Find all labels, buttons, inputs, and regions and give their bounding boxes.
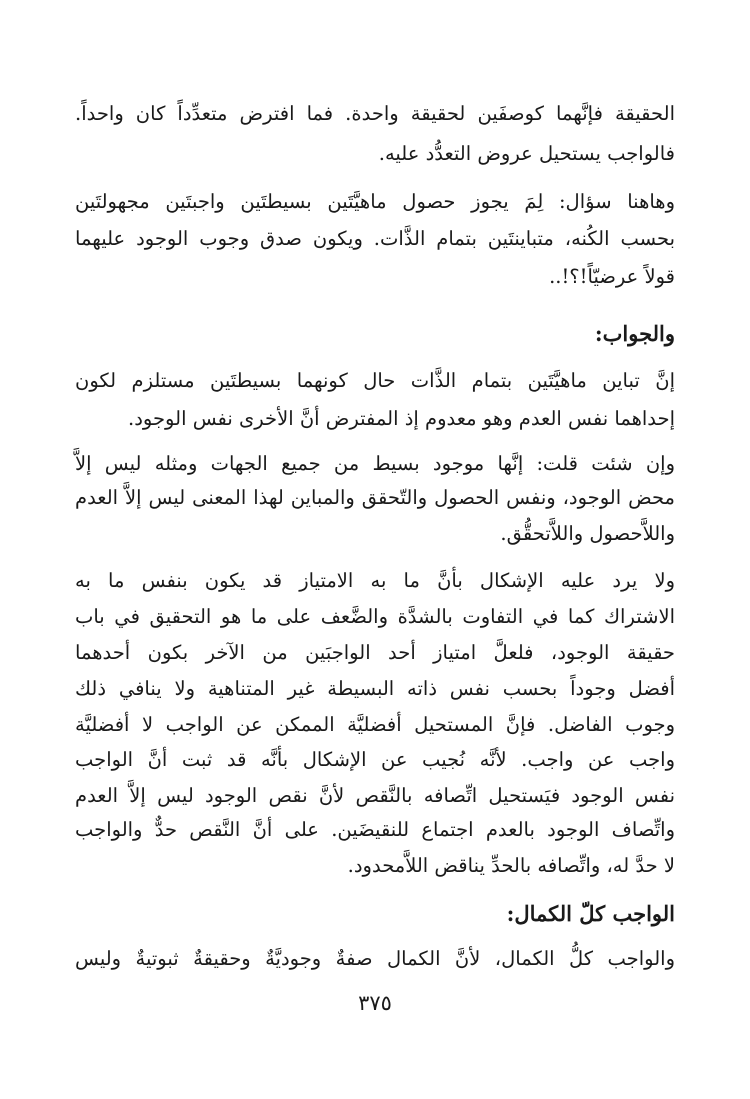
paragraph-5-line-4: أفضل وجوداً بحسب نفس ذاته البسيطة غير المتناهية ولا ينافي ذلك [75, 677, 675, 700]
paragraph-2-line-1: وهاهنا سؤال: لِمَ يجوز حصول ماهيَّتَين بسيطتَين واجبتَين مجهولتَين [75, 190, 675, 213]
section-heading-perfection: الواجب كلّ الكمال: [506, 901, 675, 926]
paragraph-4-line-3: واللاَّحصول واللاَّتحقُّق. [500, 522, 675, 545]
paragraph-4-line-1: وإن شئت قلت: إنَّها موجود بسيط من جميع الجهات ومثله ليس إلاَّ [75, 452, 675, 475]
paragraph-5-line-5: وجوب الفاضل. فإنَّ المستحيل أفضليَّة الممكن عن الواجب لا أفضليَّة [75, 713, 675, 736]
section-heading-answer: والجواب: [594, 321, 675, 346]
paragraph-4-line-2: محض الوجود، ونفس الحصول والتّحقق والمباين لهذا المعنى ليس إلاَّ العدم [75, 486, 675, 509]
page-number: ٣٧٥ [358, 991, 392, 1015]
paragraph-5-line-9: لا حدَّ له، واتِّصافه بالحدِّ يناقض اللاَّمحدود. [347, 854, 675, 877]
paragraph-3-line-1: إنَّ تباين ماهيَّتَين بتمام الذَّات حال كونهما بسيطتَين مستلزم لكون [75, 369, 675, 392]
paragraph-2-line-2: بحسب الكُنه، متباينتَين بتمام الذَّات. ويكون صدق وجوب الوجود عليهما [75, 227, 675, 250]
paragraph-5-line-2: الاشتراك كما في التفاوت بالشدَّة والضَّعف على ما هو التحقيق في باب [75, 605, 675, 628]
paragraph-5-line-7: نفس الوجود فيَستحيل اتِّصافه بالنَّقص لأنَّ نقص الوجود ليس إلاَّ العدم [75, 784, 675, 807]
paragraph-6-line-1: والواجب كلُّ الكمال، لأنَّ الكمال صفةٌ وجوديَّةٌ وحقيقةٌ ثبوتيةٌ وليس [75, 947, 675, 970]
paragraph-5-line-3: حقيقة الوجود، فلعلَّ امتياز أحد الواجبَين من الآخر بكون أحدهما [75, 641, 675, 664]
paragraph-5-line-6: واجب عن واجب. لأنَّه نُجيب عن الإشكال بأنَّه قد ثبت أنَّ الواجب [75, 748, 675, 771]
paragraph-5-line-8: واتِّصاف الوجود بالعدم اجتماع للنقيضَين. على أنَّ النَّقص حدٌّ والواجب [75, 818, 675, 841]
paragraph-3-line-2: إحداهما نفس العدم وهو معدوم إذ المفترض أنَّ الأخرى نفس الوجود. [128, 407, 675, 430]
paragraph-5-line-1: ولا يرد عليه الإشكال بأنَّ ما به الامتياز قد يكون بنفس ما به [75, 569, 675, 592]
paragraph-1-line-2: فالواجب يستحيل عروض التعدُّد عليه. [378, 142, 675, 165]
paragraph-2-line-3: قولاً عرضيّاً!؟!.. [549, 265, 675, 288]
paragraph-1-line-1: الحقيقة فإنَّهما كوصفَين لحقيقة واحدة. فما افترض متعدِّداً كان واحداً. [75, 102, 675, 125]
